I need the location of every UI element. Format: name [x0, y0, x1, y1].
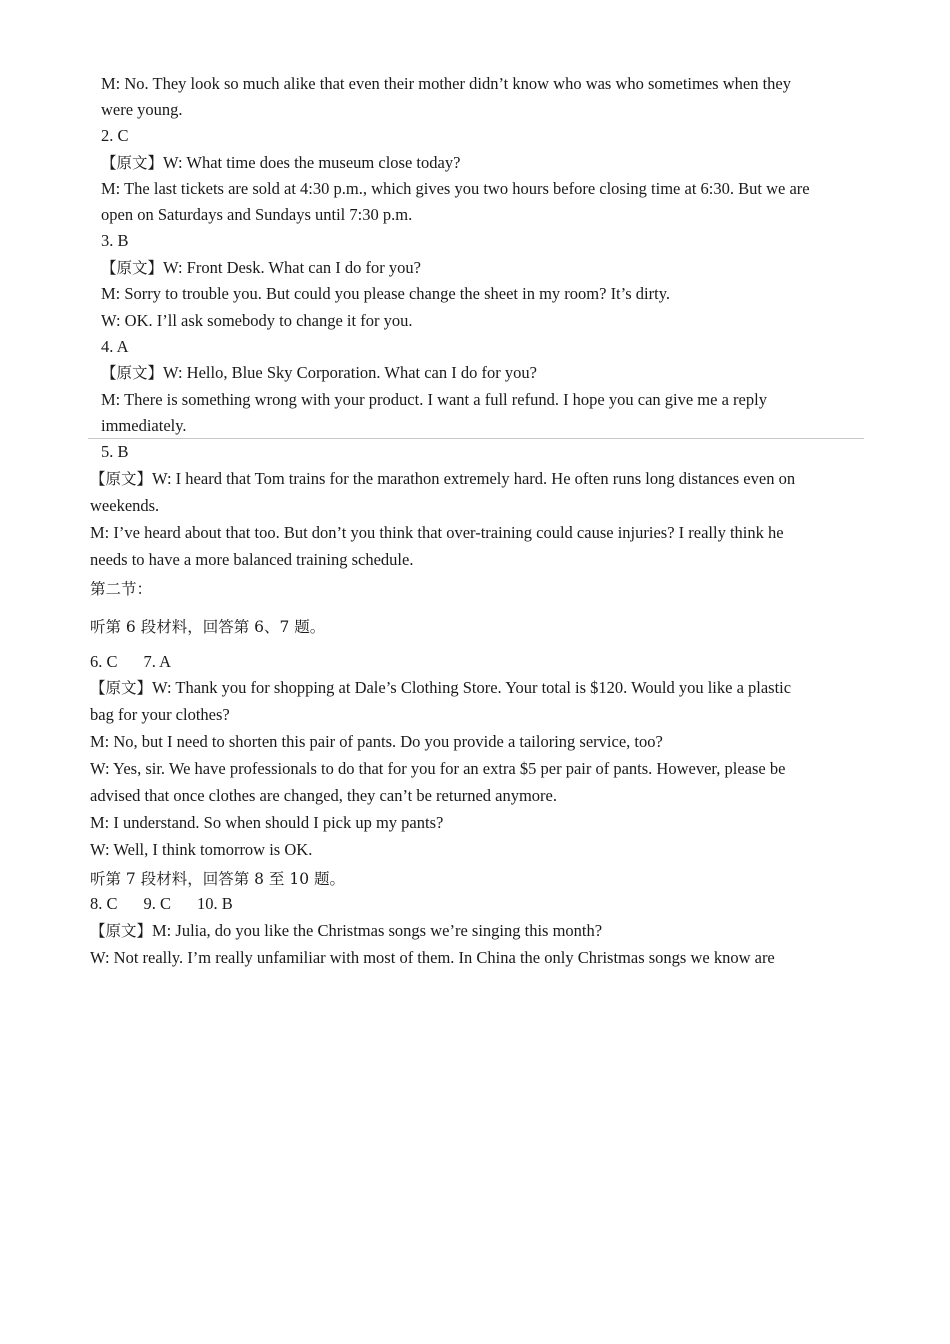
transcript-line — [90, 468, 795, 490]
transcript-text: W: I heard that Tom trains for the marathon extremely hard. He often runs long distances even on — [152, 469, 796, 488]
transcript-text: W: Front Desk. What can I do for you? — [163, 258, 421, 277]
text-line: open on Saturdays and Sundays until 7:30 p.m. — [101, 205, 413, 224]
answer-number: 6. C — [90, 652, 118, 671]
answer-row — [90, 893, 233, 915]
text-line: immediately. — [101, 416, 187, 435]
answer-number: 10. B — [197, 894, 233, 913]
answer-number: 5. B — [101, 442, 129, 461]
source-tag: 【原文】 — [90, 470, 153, 488]
source-tag: 【原文】 — [101, 364, 164, 382]
text-line: W: OK. I’ll ask somebody to change it for you. — [101, 311, 413, 330]
transcript-line — [101, 152, 460, 174]
answer-number: 2. C — [101, 126, 129, 145]
instruction-line: 听第 6 段材料，回答第 6、7 题。 — [90, 618, 326, 636]
source-tag: 【原文】 — [101, 154, 164, 172]
transcript-text: W: Thank you for shopping at Dale’s Clothing Store. Your total is $120. Would you like a plastic — [152, 678, 792, 697]
text-line: were young. — [101, 100, 183, 119]
answer-number: 9. C — [143, 894, 172, 913]
transcript-line — [90, 920, 602, 942]
section-divider — [88, 438, 864, 439]
text-line: M: The last tickets are sold at 4:30 p.m., which gives you two hours before closing time at 6:30. But we are — [101, 179, 810, 198]
transcript-text: W: Hello, Blue Sky Corporation. What can I do for you? — [163, 363, 537, 382]
text-line: M: No, but I need to shorten this pair of pants. Do you provide a tailoring service, too? — [90, 732, 663, 751]
transcript-line — [90, 677, 791, 699]
answer-number: 7. A — [143, 652, 172, 671]
text-line: M: There is something wrong with your product. I want a full refund. I hope you can give me a reply — [101, 390, 767, 409]
answer-row — [90, 651, 171, 673]
text-line: weekends. — [90, 496, 160, 515]
answer-number: 4. A — [101, 337, 129, 356]
section-heading: 第二节： — [90, 580, 153, 598]
source-tag: 【原文】 — [90, 679, 153, 697]
text-line: M: I’ve heard about that too. But don’t you think that over-training could cause injuries? I really think he — [90, 523, 784, 542]
transcript-line — [101, 257, 421, 279]
transcript-text: W: What time does the museum close today? — [163, 153, 461, 172]
text-line: W: Well, I think tomorrow is OK. — [90, 840, 313, 859]
text-line: bag for your clothes? — [90, 705, 230, 724]
text-line: W: Yes, sir. We have professionals to do that for you for an extra $5 per pair of pants. However, please be — [90, 759, 786, 778]
text-line: M: No. They look so much alike that even their mother didn’t know who was who sometimes when they — [101, 74, 791, 93]
text-line: needs to have a more balanced training schedule. — [90, 550, 414, 569]
transcript-line — [101, 362, 537, 384]
text-line: advised that once clothes are changed, they can’t be returned anymore. — [90, 786, 557, 805]
text-line: W: Not really. I’m really unfamiliar with most of them. In China the only Christmas songs we know are — [90, 948, 775, 967]
text-line: M: I understand. So when should I pick up my pants? — [90, 813, 444, 832]
text-line: M: Sorry to trouble you. But could you please change the sheet in my room? It’s dirty. — [101, 284, 670, 303]
answer-number: 3. B — [101, 231, 129, 250]
instruction-line: 听第 7 段材料，回答第 8 至 10 题。 — [90, 870, 346, 888]
source-tag: 【原文】 — [101, 259, 164, 277]
source-tag: 【原文】 — [90, 922, 153, 940]
answer-number: 8. C — [90, 894, 118, 913]
transcript-text: M: Julia, do you like the Christmas songs we’re singing this month? — [152, 921, 603, 940]
